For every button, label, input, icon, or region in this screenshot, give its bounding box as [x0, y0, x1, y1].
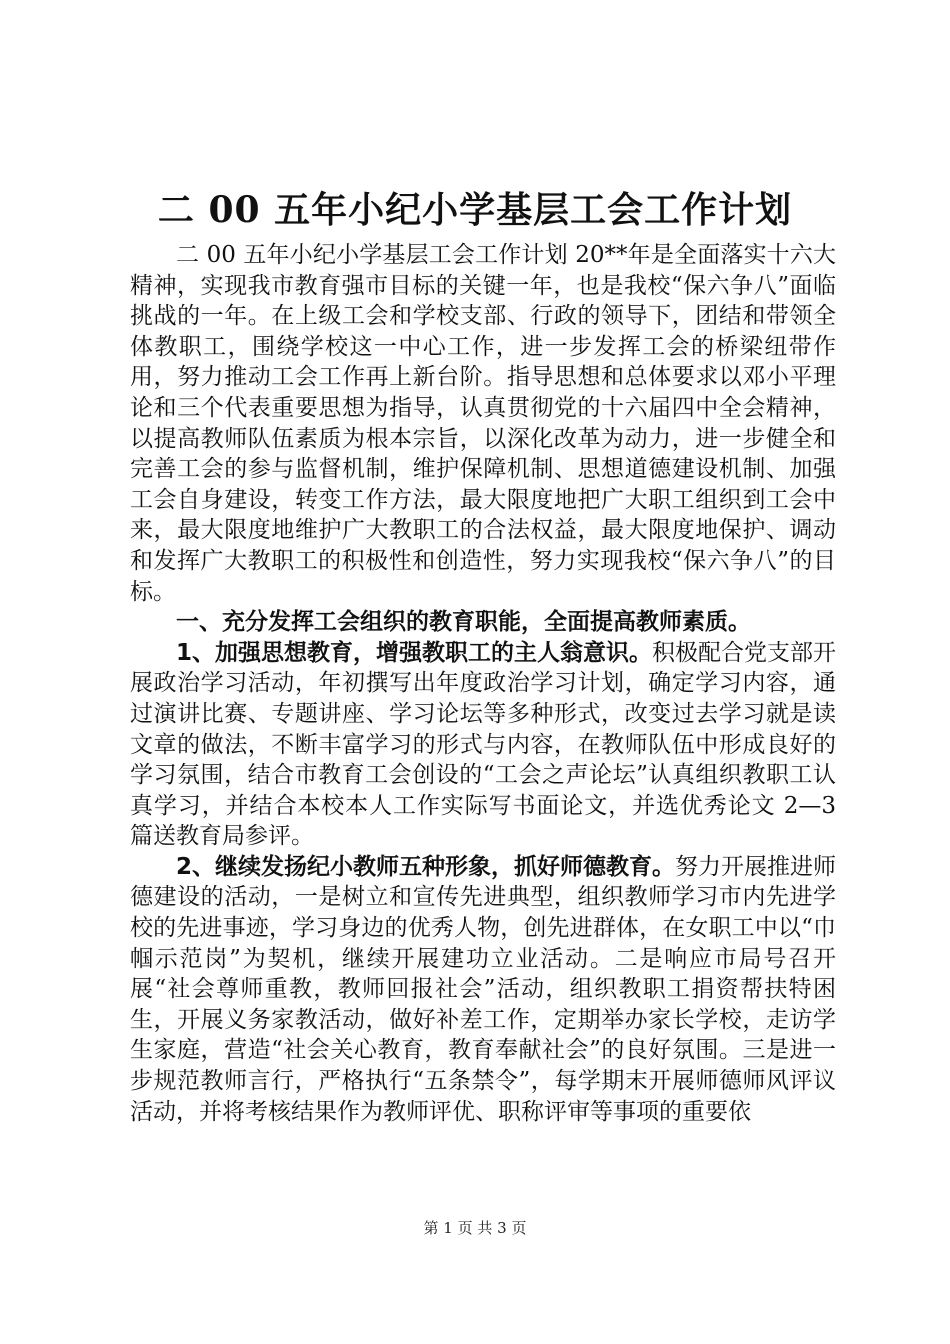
paragraph-lead: 2、继续发扬纪小教师五种形象，抓好师德教育。 [176, 853, 676, 880]
item-paragraph-1 [130, 638, 836, 852]
paragraph-text: 积极配合党支部开展政治学习活动，年初撰写出年度政治学习计划，确定学习内容，通过演讲比赛、专题讲座、学习论坛等多种形式，改变过去学习就是读文章的做法，不断丰富学习的形式与内容，在教师队伍中形成良好的学习氛围，结合市教育工会创设的“工会之声论坛”认真组织教职工认真学习，并结合本校本人工作实际写书面论文，并选优秀论文 2—3 篇送教育局参评。 [130, 639, 837, 850]
document-body [130, 240, 836, 1127]
paragraph-text: 努力开展推进师德建设的活动，一是树立和宣传先进典型，组织教师学习市内先进学校的先进事迹，学习身边的优秀人物，创先进群体，在女职工中以“巾帼示范岗”为契机，继续开展建功立业活动。二是响应市局号召开展“社会尊师重教，教师回报社会”活动，组织教职工捐资帮扶特困生，开展义务家教活动，做好补差工作，定期举办家长学校，走访学生家庭，营造“社会关心教育，教育奉献社会”的良好氛围。三是进一步规范教师言行，严格执行“五条禁令”，每学期末开展师德师风评议活动，并将考核结果作为教师评优、职称评审等事项的重要依 [130, 853, 837, 1125]
section-heading-text: 一、充分发挥工会组织的教育职能，全面提高教师素质。 [176, 609, 751, 636]
section-heading [130, 607, 836, 638]
paragraph-text: 二 00 五年小纪小学基层工会工作计划 20**年是全面落实十六大精神，实现我市教育强市目标的关键一年，也是我校“保六争八”面临挑战的一年。在上级工会和学校支部、行政的领导下，团结和带领全体教职工，围绕学校这一中心工作，进一步发挥工会的桥梁纽带作用，努力推动工会工作再上新台阶。指导思想和总体要求以邓小平理论和三个代表重要思想为指导，认真贯彻党的十六届四中全会精神，以提高教师队伍素质为根本宗旨，以深化改革为动力，进一步健全和完善工会的参与监督机制，维护保障机制、思想道德建设机制、加强工会自身建设，转变工作方法，最大限度地把广大职工组织到工会中来，最大限度地维护广大教职工的合法权益，最大限度地保护、调动和发挥广大教职工的积极性和创造性，努力实现我校“保六争八”的目标。 [130, 242, 836, 605]
item-paragraph-2 [130, 852, 836, 1127]
document-title: 二 00 五年小纪小学基层工会工作计划 [157, 189, 793, 231]
intro-paragraph [130, 240, 836, 607]
page-number-footer: 第 1 页 共 3 页 [423, 1219, 527, 1237]
paragraph-lead: 1、加强思想教育，增强教职工的主人翁意识。 [176, 639, 653, 666]
